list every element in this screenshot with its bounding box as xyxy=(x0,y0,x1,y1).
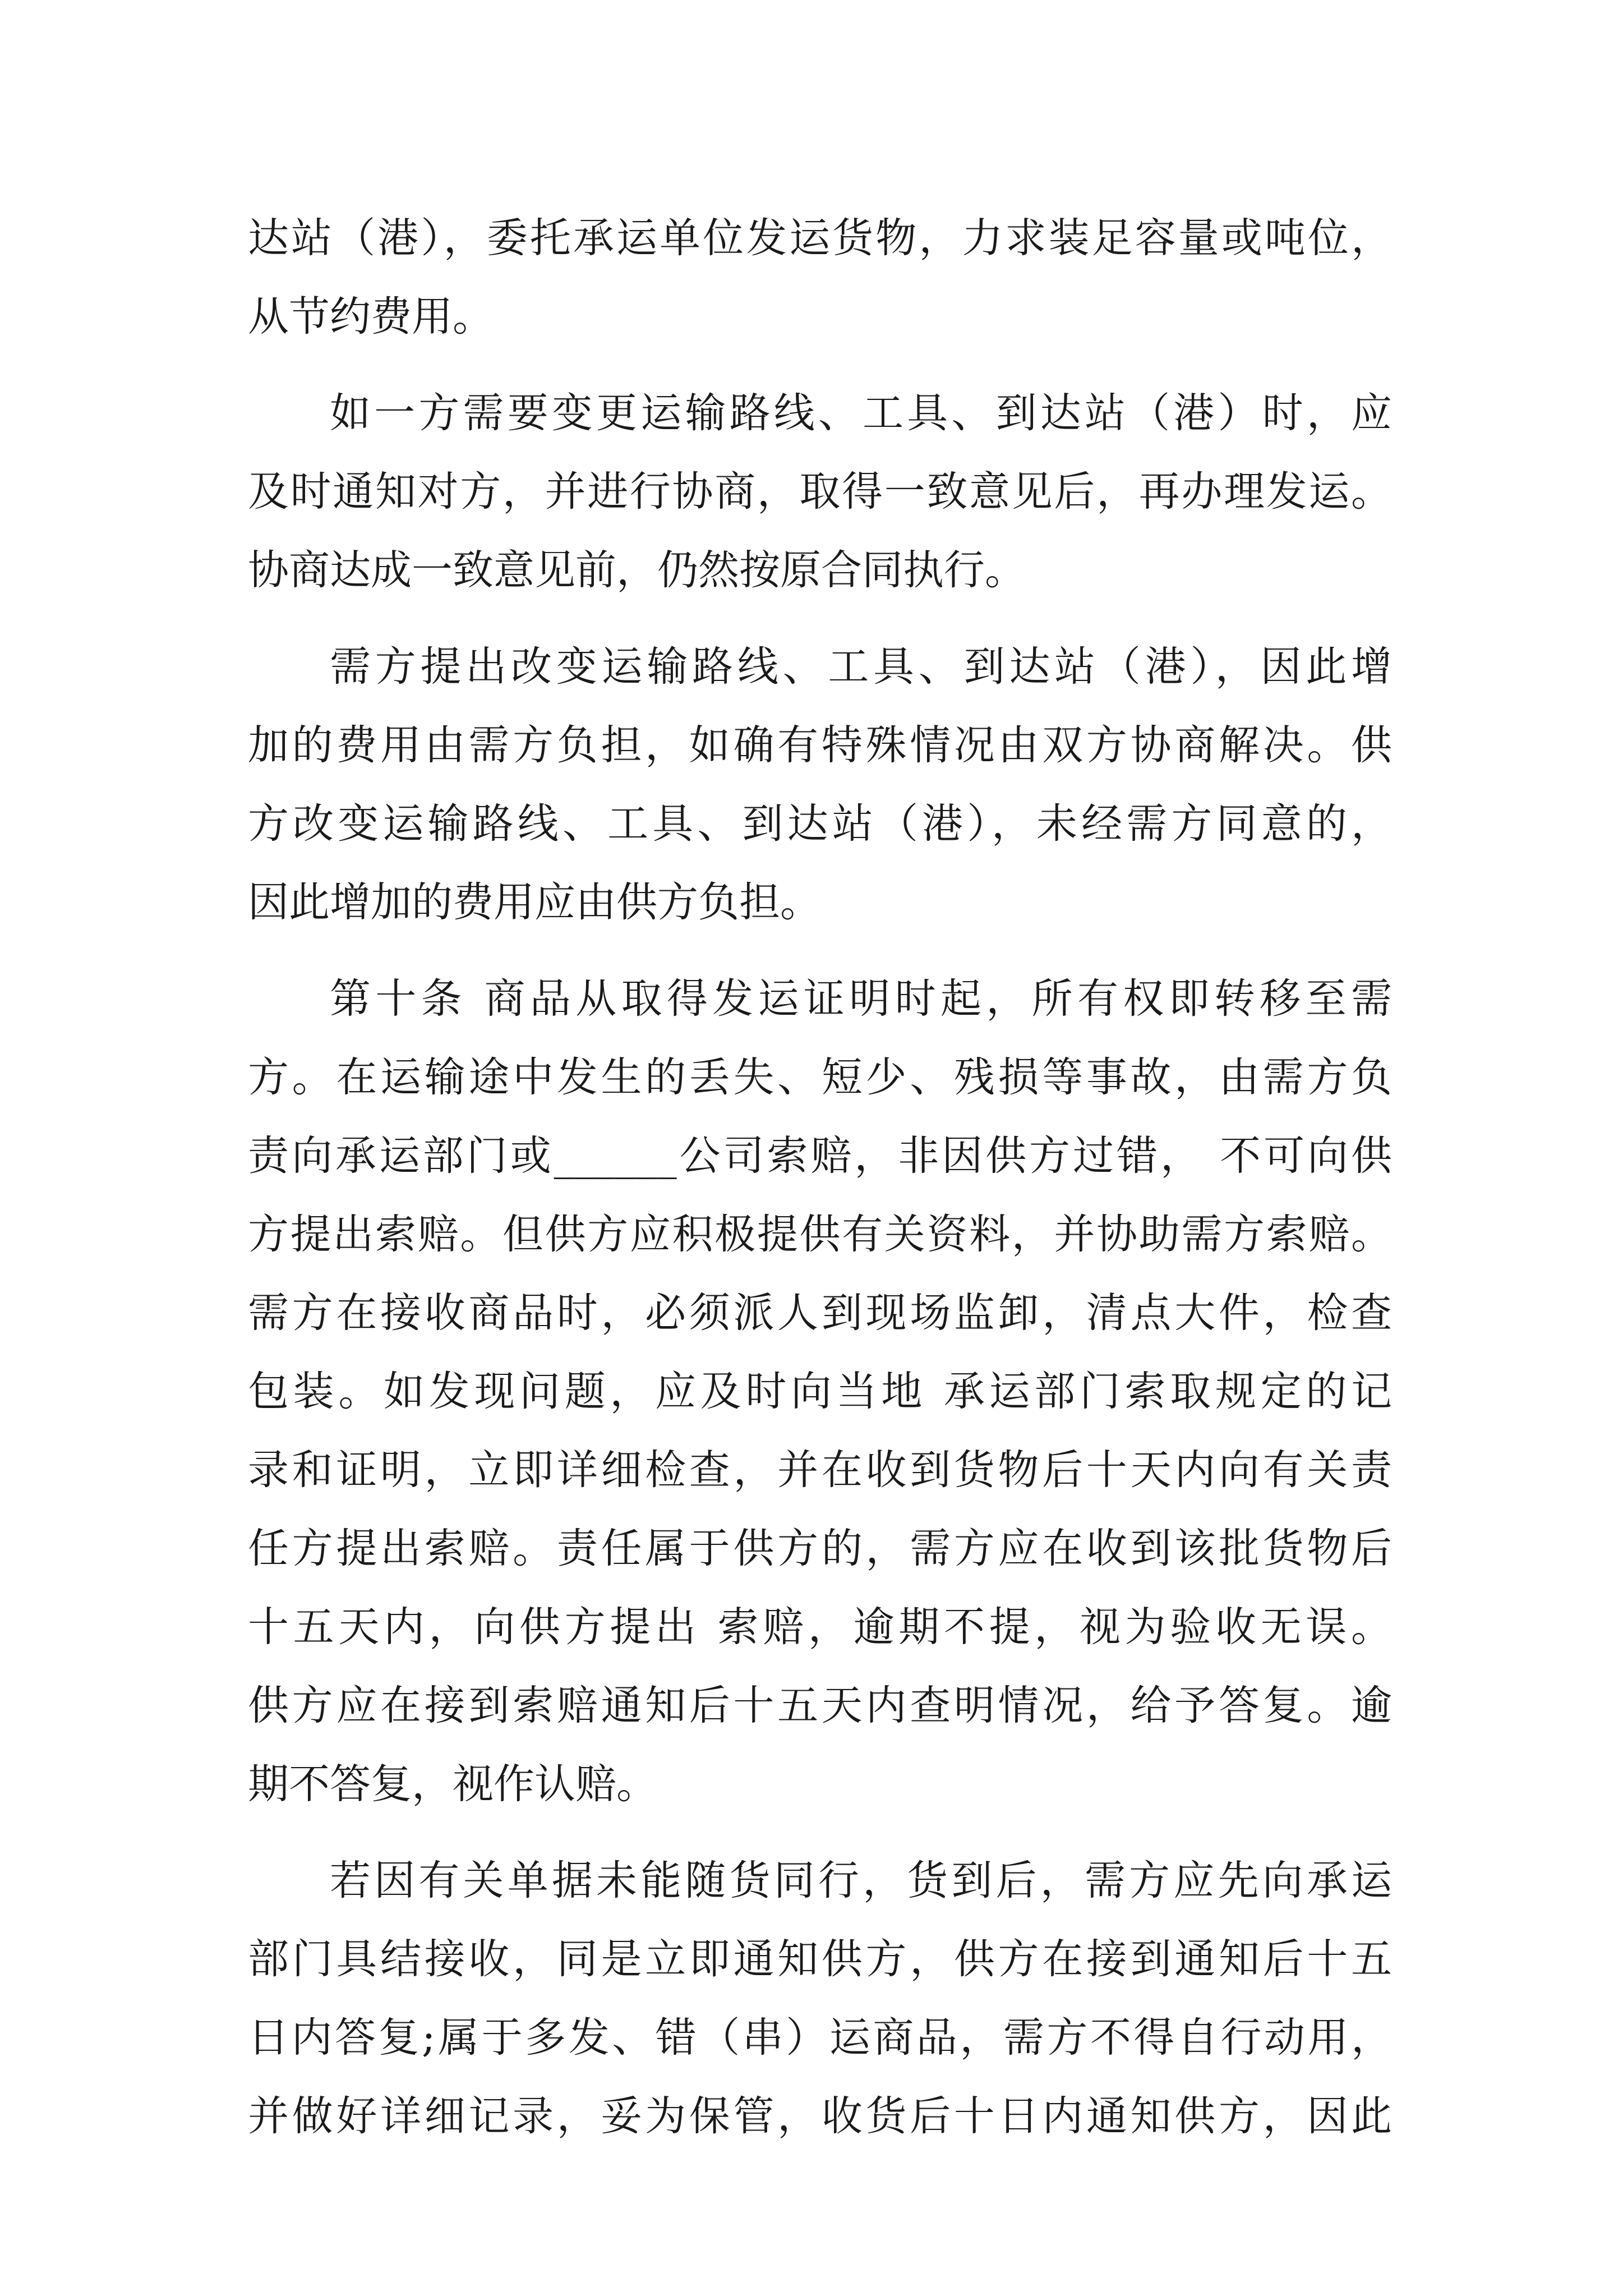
paragraph-route-change xyxy=(248,374,1392,610)
text-line: 录和证明，立即详细检查，并在收到货物后十天内向有关责 xyxy=(248,1446,1392,1494)
text-line: 需方提出改变运输路线、工具、到达站（港），因此增 xyxy=(330,643,1392,691)
text-line: 第十条 商品从取得发运证明时起，所有权即转移至需 xyxy=(330,975,1392,1023)
text-line: 及时通知对方，并进行协商，取得一致意见后，再办理发运。 xyxy=(248,468,1392,516)
paragraph-missing-documents xyxy=(248,1842,1392,2156)
text-line: 日内答复;属于多发、错（串）运商品，需方不得自行动用， xyxy=(248,2014,1392,2062)
text-line: 需方在接收商品时，必须派人到现场监卸，清点大件，检查 xyxy=(248,1289,1392,1337)
text-line: 方。在运输途中发生的丢失、短少、残损等事故，由需方负 xyxy=(248,1053,1392,1101)
text-line: 方改变运输路线、工具、到达站（港），未经需方同意的， xyxy=(248,800,1392,848)
text-line: 包装。如发现问题，应及时向当地 承运部门索取规定的记 xyxy=(248,1368,1392,1415)
text-line: 达站（港），委托承运单位发运货物，力求装足容量或吨位， xyxy=(248,214,1392,262)
text-line: 责向承运部门或______公司索赔，非因供方过错， 不可向供 xyxy=(248,1132,1392,1180)
paragraph-transport-continuation xyxy=(248,199,1392,356)
text-line: 方提出索赔。但供方应积极提供有关资料，并协助需方索赔。 xyxy=(248,1211,1392,1258)
text-line: 协商达成一致意见前，仍然按原合同执行。 xyxy=(248,546,1026,594)
contract-text-body xyxy=(248,199,1392,2156)
text-line: 期不答复，视作认赔。 xyxy=(248,1760,657,1808)
text-line: 任方提出索赔。责任属于供方的，需方应在收到该批货物后 xyxy=(248,1525,1392,1572)
text-line: 如一方需要变更运输路线、工具、到达站（港）时，应 xyxy=(330,389,1392,437)
text-line: 供方应在接到索赔通知后十五天内查明情况，给予答复。逾 xyxy=(248,1682,1392,1729)
text-line: 加的费用由需方负担，如确有特殊情况由双方协商解决。供 xyxy=(248,721,1392,769)
text-line: 因此增加的费用应由供方负担。 xyxy=(248,878,821,926)
text-line: 并做好详细记录，妥为保管，收货后十日内通知供方，因此 xyxy=(248,2092,1392,2140)
paragraph-article-10 xyxy=(248,960,1392,1824)
text-line: 部门具结接收，同是立即通知供方，供方在接到通知后十五 xyxy=(248,1935,1392,1983)
text-line: 从节约费用。 xyxy=(248,293,494,341)
paragraph-cost-burden xyxy=(248,628,1392,942)
text-line: 十五天内，向供方提出 索赔，逾期不提，视为验收无误。 xyxy=(248,1603,1392,1651)
text-line: 若因有关单据未能随货同行，货到后，需方应先向承运 xyxy=(330,1857,1392,1904)
